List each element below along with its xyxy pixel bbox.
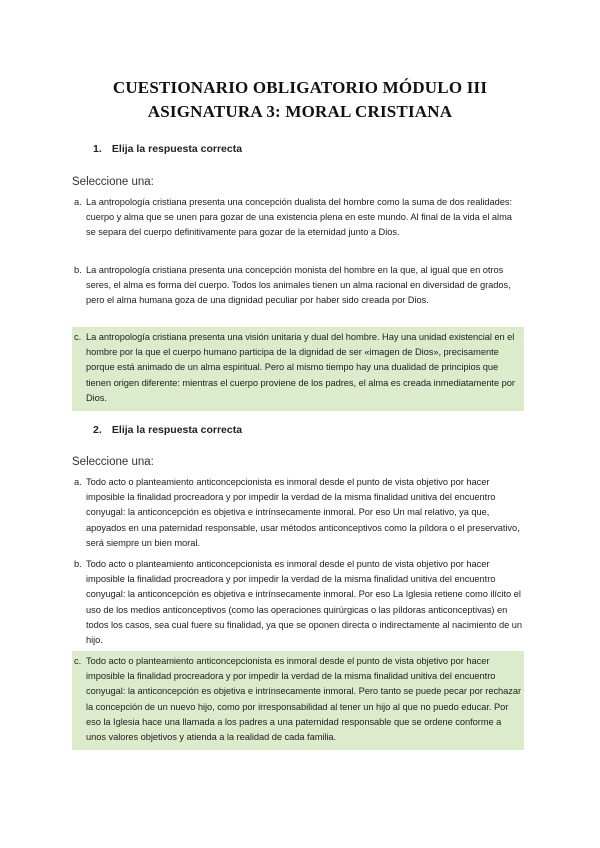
question-2-number: 2. bbox=[93, 424, 102, 436]
question-1-prompt: Seleccione una: bbox=[72, 176, 154, 188]
question-2-option-b[interactable] bbox=[72, 557, 524, 648]
question-2-prompt: Seleccione una: bbox=[72, 456, 154, 468]
question-1-heading-text: Elija la respuesta correcta bbox=[111, 143, 243, 155]
question-1-number: 1. bbox=[93, 143, 102, 155]
option-label: a. bbox=[74, 477, 82, 487]
option-text: La antropología cristiana presenta una concepción dualista del hombre como la suma de dos realidades: cuerpo y alma que se unen para gozar de una existencia plena en este mundo. Al final de la vida el alma se separa del cuerpo definitivamente para gozar de la eternidad junto a Dios. bbox=[86, 197, 512, 238]
question-1-option-b[interactable] bbox=[72, 263, 524, 309]
option-label: a. bbox=[74, 197, 82, 207]
option-label: c. bbox=[74, 656, 82, 666]
option-text: La antropología cristiana presenta una concepción monista del hombre en la que, al igual que en otros seres, el alma es forma del cuerpo. Todos los animales tienen un alma racional en diversidad de grados, pero el alma humana goza de una dignidad peculiar por haber sido creada por Dios. bbox=[86, 265, 511, 306]
option-text: La antropología cristiana presenta una visión unitaria y dual del hombre. Hay una unidad existencial en el hombre por la que el cuerpo humano participa de la dignidad de ser «imagen de Dios», precisamente porque está animado de un alma espiritual. Pero al mismo tiempo hay una dualidad de principios que tienen origen diferente: mientras el cuerpo proviene de los padres, el alma es creada inmediatamente por Dios. bbox=[86, 332, 515, 403]
option-text: Todo acto o planteamiento anticoncepcionista es inmoral desde el punto de vista objetivo por hacer imposible la finalidad procreadora y por impedir la verdad de la misma finalidad unitiva del encuentro conyugal: la anticoncepción es objetiva e intrínsecamente inmoral. Pero tanto se puede pecar por rechazar la concepción de un nuevo hijo, como por irresponsabilidad al tener un hijo al que no puedo educar. Por eso la Iglesia hace una llamada a los padres a una paternidad responsable que se ordene conforme a unos valores objetivos y atienda a la realidad de cada familia. bbox=[86, 656, 522, 743]
question-1-option-a[interactable] bbox=[72, 195, 524, 241]
document-title-line-2: ASIGNATURA 3: MORAL CRISTIANA bbox=[147, 102, 453, 121]
question-2-heading-text: Elija la respuesta correcta bbox=[111, 424, 243, 436]
option-text: Todo acto o planteamiento anticoncepcionista es inmoral desde el punto de vista objetivo por hacer imposible la finalidad procreadora y por impedir la verdad de la misma finalidad unitiva del encuentro conyugal: la anticoncepción es objetiva e intrínsecamente inmoral. Por eso La Iglesia retiene como ilícito el uso de los medios anticonceptivos (como las operaciones quirúrgicas o las píldoras anticonceptivas) en todos los casos, sea cual fuere su finalidad, ya que se oponen directa o indirectamente al nacimiento de un hijo. bbox=[86, 559, 523, 646]
question-2-option-a[interactable] bbox=[72, 475, 524, 551]
question-1-heading bbox=[93, 143, 242, 155]
document-title-line-1: CUESTIONARIO OBLIGATORIO MÓDULO III bbox=[112, 78, 488, 97]
option-label: b. bbox=[74, 265, 82, 275]
question-2-option-c-selected[interactable] bbox=[72, 651, 524, 750]
question-1-option-c-selected[interactable] bbox=[72, 327, 524, 411]
question-2-heading bbox=[93, 424, 242, 436]
option-text: Todo acto o planteamiento anticoncepcionista es inmoral desde el punto de vista objetivo por hacer imposible la finalidad procreadora y por impedir la verdad de la misma finalidad unitiva del encuentro conyugal: la anticoncepción es objetiva e intrínsecamente inmoral. Por eso Un mal relativo, ya que, apoyados en una paternidad responsable, usar métodos anticonceptivos como la píldora o el preservativo, será siempre un bien moral. bbox=[86, 477, 520, 548]
option-label: c. bbox=[74, 332, 82, 342]
option-label: b. bbox=[74, 559, 82, 569]
